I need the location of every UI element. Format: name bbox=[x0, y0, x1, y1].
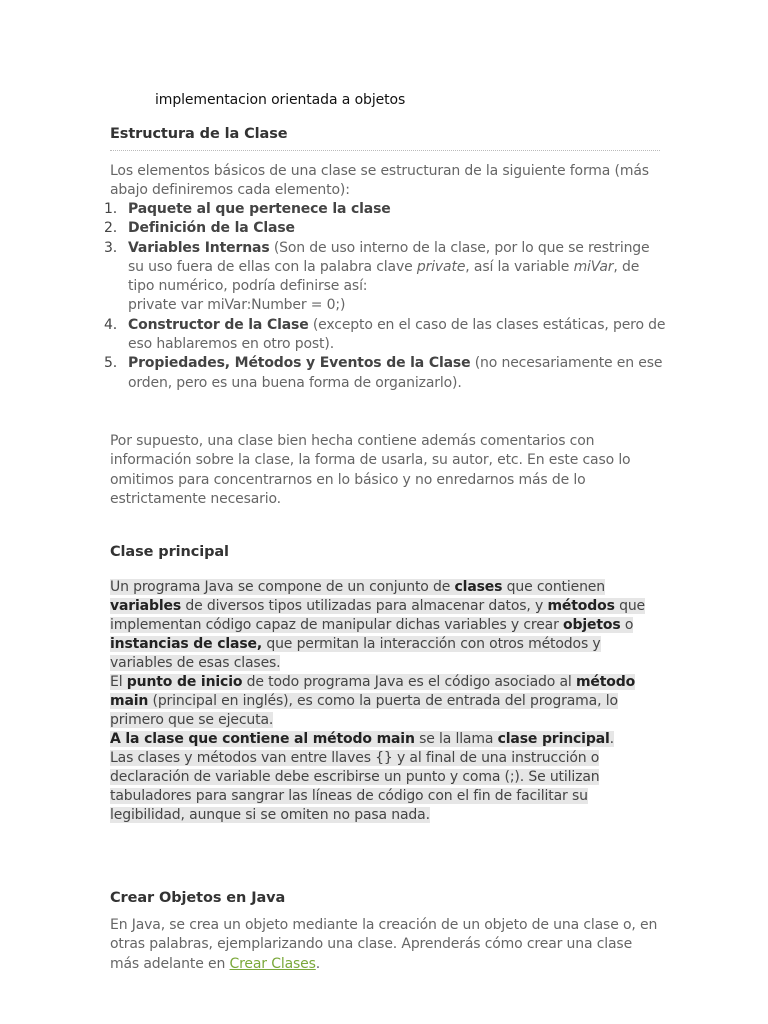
list-item: 1. Paquete al que pertenece la clase bbox=[104, 201, 391, 217]
document-title: implementacion orientada a objetos bbox=[155, 92, 406, 108]
section-divider bbox=[110, 150, 660, 151]
paragraph-punto-inicio: El punto de inicio de todo programa Java es el código asociado al método main (principal en inglés), es como la puerta de entrada del programa, lo primero que se ejecuta. bbox=[110, 674, 636, 728]
list-item: 5. Propiedades, Métodos y Eventos de la Clase (no necesariamente en ese orden, pero es una buena forma de organizarlo). bbox=[104, 355, 663, 391]
list-item: 3. Variables Internas (Son de uso interno de la clase, por lo que se restringe su uso fuera de ellas con la palabra clave private, así la variable miVar, de tipo numérico, podría definirse así: private var miVar:Number = 0;) bbox=[104, 239, 650, 314]
section-heading-estructura: Estructura de la Clase bbox=[110, 126, 288, 142]
crear-objetos-paragraph: En Java, se crea un objeto mediante la creación de un objeto de una clase o, en otras palabras, ejemplarizando una clase. Aprenderás cómo crear una clase más adelante en Crear Clases. bbox=[110, 917, 658, 972]
code-sample: private var miVar:Number = 0;) bbox=[128, 297, 346, 314]
paragraph-clase-principal: A la clase que contiene al método main se la llama clase principal. bbox=[110, 731, 614, 747]
closing-paragraph: Por supuesto, una clase bien hecha contiene además comentarios con información sobre la clase, la forma de usarla, su autor, etc. En este caso lo omitimos para concentrarnos en lo básico y no enredarnos más de lo estrictamente necesario. bbox=[110, 433, 631, 507]
paragraph-clases: Un programa Java se compone de un conjunto de clases que contienen variables de diversos tipos utilizadas para almacenar datos, y métodos que implementan código capaz de manipular dichas variables y crear objetos o instancias de clase, que permitan la interacción con otros métodos y variables de esas clases. bbox=[110, 579, 646, 671]
highlighted-text-block bbox=[110, 578, 655, 825]
crear-clases-link[interactable]: Crear Clases bbox=[229, 955, 316, 972]
section-heading-clase-principal: Clase principal bbox=[110, 544, 229, 560]
intro-paragraph: Los elementos básicos de una clase se estructuran de la siguiente forma (más abajo definiremos cada elemento): bbox=[110, 163, 649, 199]
list-item: 4. Constructor de la Clase (excepto en el caso de las clases estáticas, pero de eso hablaremos en otro post). bbox=[104, 316, 666, 353]
list-item: 2. Definición de la Clase bbox=[104, 220, 295, 237]
paragraph-llaves: Las clases y métodos van entre llaves {} y al final de una instrucción o declaración de variable debe escribirse un punto y coma (;). Se utilizan tabuladores para sangrar las líneas de código con el fin de facilitar su legibilidad, aunque si se omiten no pasa nada. bbox=[110, 750, 600, 823]
section-heading-crear-objetos: Crear Objetos en Java bbox=[110, 890, 286, 906]
class-elements-list bbox=[104, 200, 668, 393]
